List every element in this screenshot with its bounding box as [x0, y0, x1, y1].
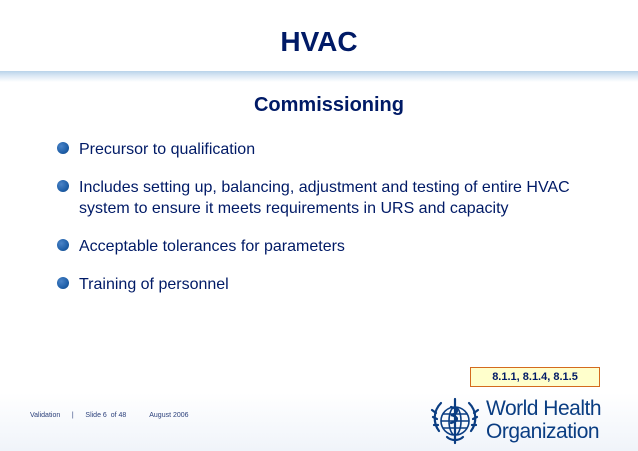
slide-subtitle: Commissioning	[253, 94, 404, 116]
footer-section: Validation	[30, 412, 61, 419]
bullet-dot-icon	[57, 277, 69, 289]
bullet-text: Precursor to qualification	[79, 141, 256, 158]
bullet-list	[57, 139, 597, 312]
org-name-line1: World Health	[486, 397, 601, 420]
who-emblem-icon	[429, 395, 481, 447]
bullet-text: Acceptable tolerances for parameters	[79, 238, 345, 255]
bullet-dot-icon	[57, 180, 69, 192]
bullet-item	[57, 139, 597, 160]
footer-date: August 2006	[149, 412, 189, 419]
bullet-dot-icon	[57, 239, 69, 251]
bullet-item	[57, 177, 597, 219]
who-wordmark	[486, 397, 626, 443]
bullet-dot-icon	[57, 142, 69, 154]
reference-text: 8.1.1, 8.1.4, 8.1.5	[492, 371, 578, 383]
bullet-text: Includes setting up, balancing, adjustment and testing of entire HVAC system to ensure it meets requirements in URS and capacity	[79, 179, 570, 217]
footer-info	[30, 412, 189, 419]
title-divider	[0, 71, 638, 82]
reference-box	[470, 367, 600, 387]
bullet-text: Training of personnel	[79, 276, 229, 293]
slide-title: HVAC	[280, 26, 358, 57]
footer-separator: |	[71, 412, 74, 419]
bullet-item	[57, 274, 597, 295]
org-name-line2: Organization	[486, 420, 600, 443]
footer-slide-number: Slide 6 of 48	[85, 412, 127, 419]
bullet-item	[57, 236, 597, 257]
